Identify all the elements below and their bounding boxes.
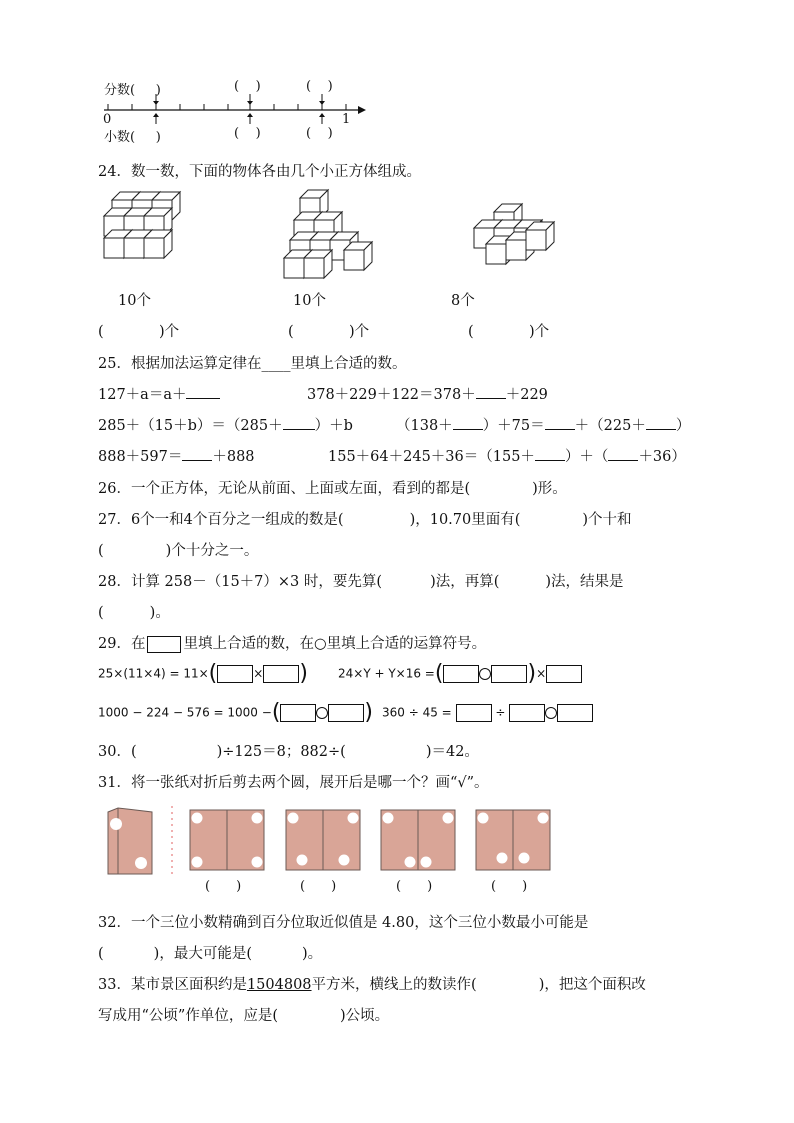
q25-line1-a: 127＋a＝a＋ — [98, 383, 220, 404]
q26-text: 26．一个正方体，无论从前面、上面或左面，看到的都是( )形。 — [98, 481, 567, 497]
q24-answer-1[interactable]: ( )个 — [98, 324, 180, 340]
operator-circle[interactable] — [479, 668, 491, 680]
answer-box[interactable] — [456, 704, 492, 722]
q24-answer-2[interactable]: ( )个 — [288, 324, 370, 340]
q25-line1-b: 378＋229＋122＝378＋ ＋229 — [307, 383, 548, 404]
fraction-blank-3[interactable]: ( ) — [306, 79, 333, 94]
q28-line2: ( )。 — [98, 605, 170, 621]
fraction-row-label: 分数( ) — [104, 83, 161, 98]
q33-line1: 33．某市景区面积约是1504808平方米，横线上的数读作( )，把这个面积改 — [98, 977, 646, 993]
option-d-figure — [476, 810, 550, 870]
q29-equation-2: 24×Y + Y×16 =( )× — [338, 665, 582, 683]
sample-box-icon — [147, 636, 181, 653]
option-a-answer[interactable]: ( ) — [205, 879, 242, 894]
blank[interactable] — [182, 446, 212, 461]
blank[interactable] — [476, 384, 506, 399]
option-b-answer[interactable]: ( ) — [300, 879, 337, 894]
decimal-blank-2[interactable]: ( ) — [234, 126, 261, 141]
q29-title: 29．在 里填上合适的数，在○里填上合适的运算符号。 — [98, 636, 487, 652]
blank[interactable] — [535, 446, 565, 461]
option-b-figure — [286, 810, 360, 870]
blank[interactable] — [608, 446, 638, 461]
q28-line1: 28．计算 258－（15＋7）×3 时，要先算( )法，再算( )法，结果是 — [98, 574, 624, 590]
q24-count-2: 10个 — [293, 293, 326, 309]
operator-circle[interactable] — [545, 707, 557, 719]
q25-line3-b: 155＋64＋245＋36＝（155＋ ）＋（ ＋36） — [328, 445, 686, 466]
q33-line2: 写成用“公顷”作单位，应是( )公顷。 — [98, 1008, 390, 1024]
q29-equation-1: 25×(11×4) = 11×( × ) — [98, 661, 308, 686]
blank[interactable] — [453, 415, 483, 430]
number-line-end: 1 — [342, 112, 351, 127]
fraction-blank-2[interactable]: ( ) — [234, 79, 261, 94]
answer-box[interactable] — [491, 665, 527, 683]
cube-figure-3 — [474, 204, 554, 264]
q31-title: 31．将一张纸对折后剪去两个圆，展开后是哪一个？画“√”。 — [98, 775, 489, 791]
decimal-blank-3[interactable]: ( ) — [306, 126, 333, 141]
q29-equation-3: 1000 − 224 − 576 = 1000 −( ) — [98, 700, 373, 725]
blank[interactable] — [283, 415, 315, 430]
answer-box[interactable] — [280, 704, 316, 722]
answer-box[interactable] — [263, 665, 299, 683]
q32-line1: 32．一个三位小数精确到百分位取近似值是 4.80，这个三位小数最小可能是 — [98, 915, 589, 931]
q32-line2: ( )，最大可能是( )。 — [98, 946, 323, 962]
q27-line2: ( )个十分之一。 — [98, 543, 259, 559]
q25-title: 25．根据加法运算定律在____里填上合适的数。 — [98, 356, 407, 372]
number-line-start: 0 — [103, 112, 112, 127]
decimal-row-label: 小数( ) — [104, 130, 161, 145]
option-d-answer[interactable]: ( ) — [491, 879, 528, 894]
option-c-answer[interactable]: ( ) — [396, 879, 433, 894]
q25-line2-a: 285＋（15＋b）＝（285＋ ）＋b — [98, 414, 353, 435]
q24-answer-3[interactable]: ( )个 — [468, 324, 550, 340]
q29-equation-4: 360 ÷ 45 = ÷ — [382, 704, 593, 722]
q25-line2-b: （138＋ ）＋75＝ ＋（225＋ ） — [396, 414, 690, 435]
operator-circle[interactable] — [316, 707, 328, 719]
q27-line1: 27．6个一和4个百分之一组成的数是( )，10.70里面有( )个十和 — [98, 512, 632, 528]
blank[interactable] — [646, 415, 676, 430]
answer-box[interactable] — [546, 665, 582, 683]
answer-box[interactable] — [217, 665, 253, 683]
cube-figure-2 — [284, 190, 372, 278]
option-a-figure — [190, 810, 264, 870]
option-c-figure — [381, 810, 455, 870]
answer-box[interactable] — [509, 704, 545, 722]
q24-count-3: 8个 — [451, 293, 475, 309]
q24-title: 24．数一数，下面的物体各由几个小正方体组成。 — [98, 164, 421, 180]
answer-box[interactable] — [328, 704, 364, 722]
cube-figure-1 — [104, 192, 180, 258]
answer-box[interactable] — [557, 704, 593, 722]
q25-line3-a: 888＋597＝ ＋888 — [98, 445, 255, 466]
answer-box[interactable] — [443, 665, 479, 683]
blank[interactable] — [186, 384, 220, 399]
underlined-number: 1504808 — [246, 977, 312, 993]
q30-line: 30．( )÷125＝8；882÷( )＝42。 — [98, 744, 479, 760]
folded-paper-figure — [108, 806, 172, 876]
q24-count-1: 10个 — [118, 293, 151, 309]
cube-figures — [0, 190, 794, 280]
blank[interactable] — [545, 415, 575, 430]
